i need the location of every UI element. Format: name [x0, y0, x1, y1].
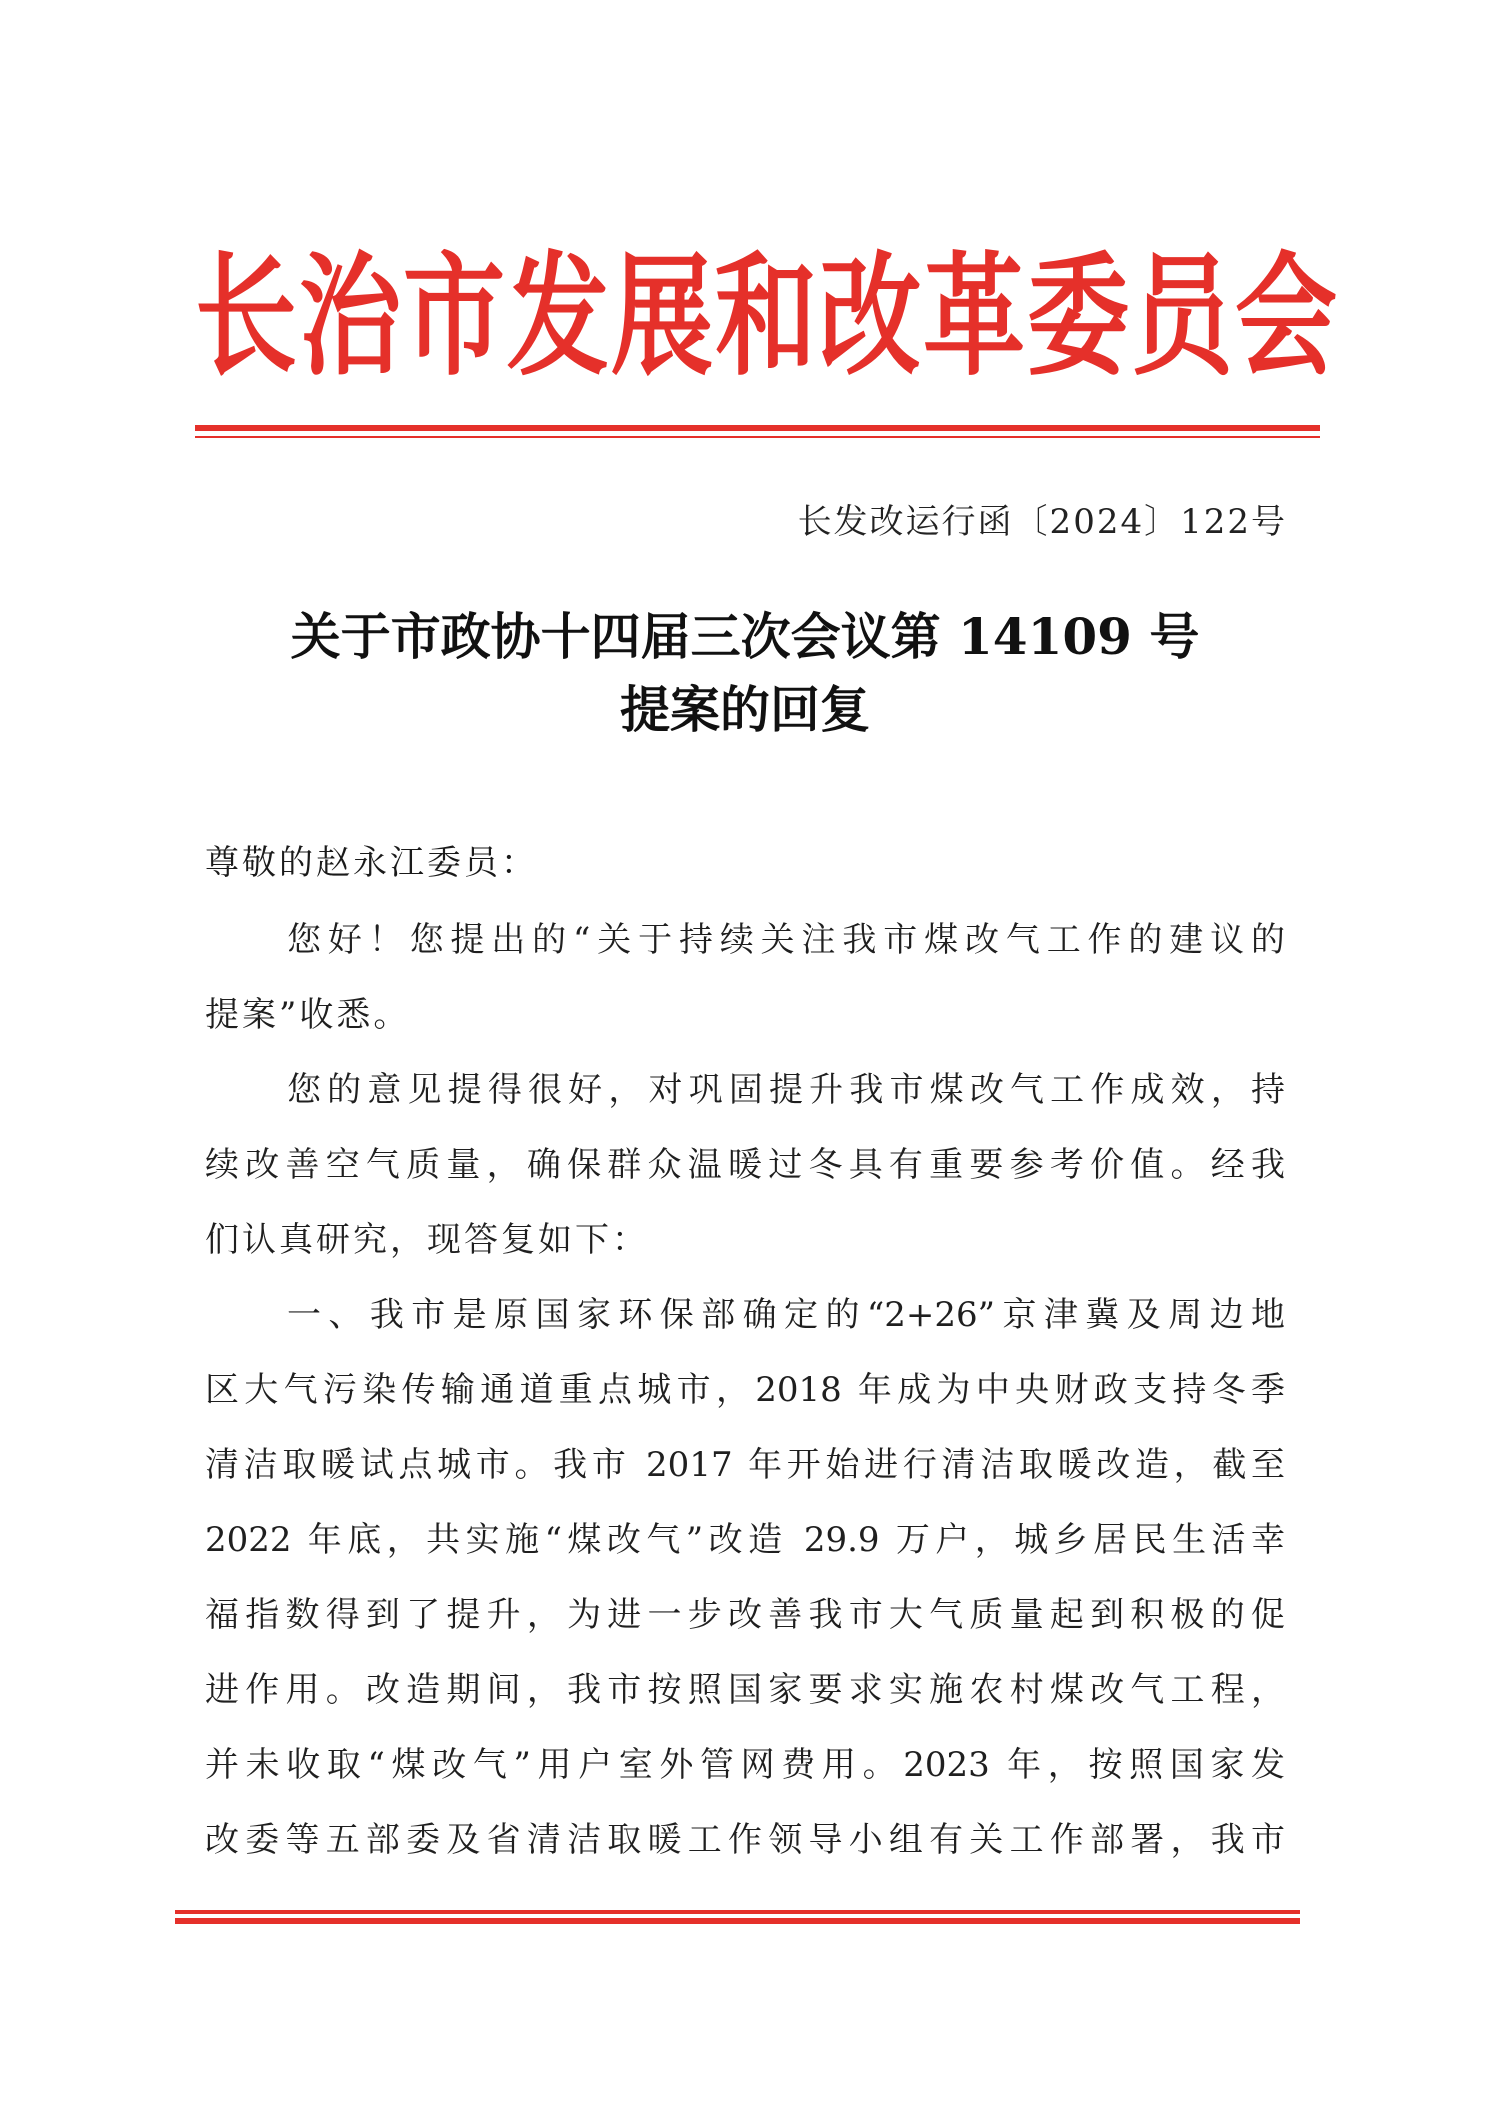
- body-line: 进作用。改造期间，我市按照国家要求实施农村煤改气工程，: [205, 1670, 1285, 1710]
- salutation: 尊敬的赵永江委员：: [205, 843, 538, 883]
- body-line: 续改善空气质量，确保群众温暖过冬具有重要参考价值。经我: [205, 1145, 1285, 1185]
- body-line: 您的意见提得很好，对巩固提升我市煤改气工作成效，持: [287, 1070, 1285, 1110]
- body-line: 2022 年底，共实施“煤改气”改造 29.9 万户，城乡居民生活幸: [205, 1520, 1285, 1560]
- body-line: 清洁取暖试点城市。我市 2017 年开始进行清洁取暖改造，截至: [205, 1445, 1285, 1485]
- body-line: 区大气污染传输通道重点城市，2018 年成为中央财政支持冬季: [205, 1370, 1285, 1410]
- body-line: 改委等五部委及省清洁取暖工作领导小组有关工作部署，我市: [205, 1820, 1285, 1860]
- document-number: 长发改运行函〔2024〕122号: [797, 502, 1287, 542]
- document-title: [195, 600, 1295, 746]
- body-line: 福指数得到了提升，为进一步改善我市大气质量起到积极的促: [205, 1595, 1285, 1635]
- footer-rule-thin: [175, 1910, 1300, 1914]
- body-line: 并未收取“煤改气”用户室外管网费用。2023 年，按照国家发: [205, 1745, 1285, 1785]
- body-line: 一、我市是原国家环保部确定的“2+26”京津冀及周边地: [287, 1295, 1285, 1335]
- body-line: 提案”收悉。: [205, 995, 411, 1035]
- body-line: 您好！您提出的“关于持续关注我市煤改气工作的建议的: [287, 920, 1285, 960]
- body-line: 们认真研究，现答复如下：: [205, 1220, 649, 1260]
- document-title-line-1: 关于市政协十四届三次会议第 14109 号: [290, 607, 1200, 666]
- letterhead-rule-thick: [195, 425, 1320, 431]
- document-title-line-2: 提案的回复: [620, 680, 870, 739]
- footer-rule-thick: [175, 1918, 1300, 1924]
- letterhead-rule-thin: [195, 436, 1320, 438]
- letterhead-organization: 长治市发展和改革委员会: [195, 240, 1339, 395]
- body-text: [205, 915, 1285, 1890]
